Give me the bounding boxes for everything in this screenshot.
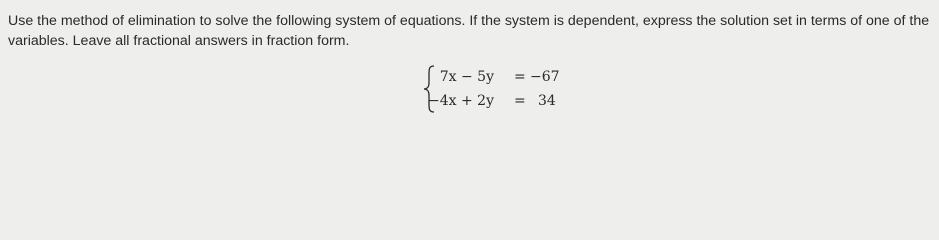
equation-row-2 — [428, 92, 562, 110]
equation-2-rhs: 34 — [538, 93, 556, 109]
equation-1-equals: = — [514, 69, 526, 85]
equation-1-lhs: 7x − 5y — [439, 69, 494, 85]
equation-1-rhs: −67 — [530, 69, 560, 85]
equation-2-lhs: −4x + 2y — [428, 93, 494, 109]
equation-system — [423, 65, 563, 117]
equation-2-equals: = — [514, 93, 526, 109]
question-instructions: Use the method of elimination to solve the following system of equations. If the system is dependent, express the solution set in terms of one of the variables. Leave all fractional answers in fraction form. — [8, 13, 930, 49]
equation-row-1 — [439, 68, 562, 86]
